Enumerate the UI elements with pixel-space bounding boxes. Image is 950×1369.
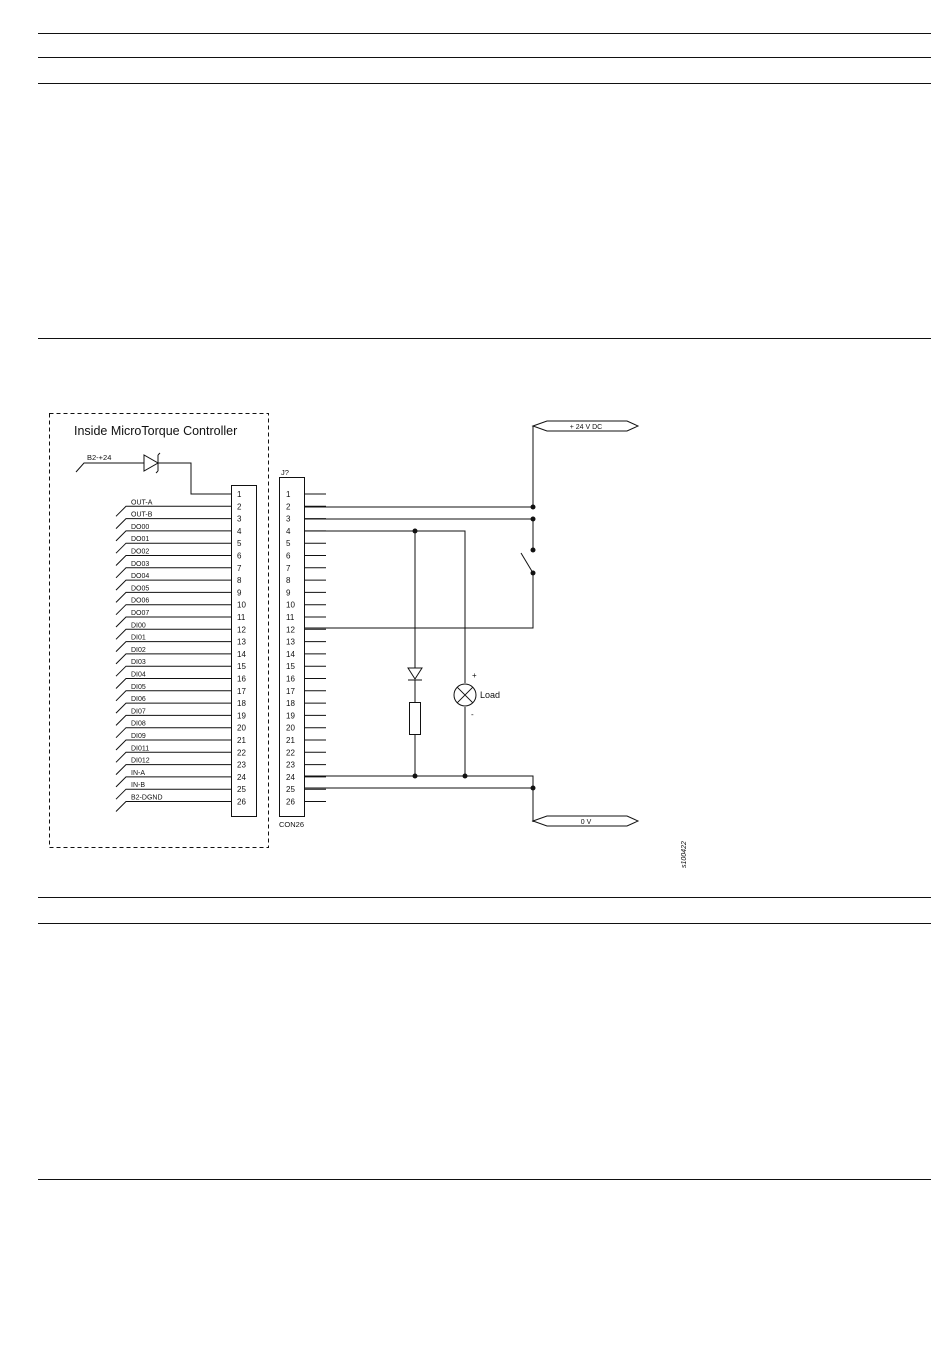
inner-pin-number: 20 — [237, 723, 246, 733]
terminal-pin-number: 8 — [286, 576, 291, 586]
signal-label: DI012 — [131, 757, 150, 765]
switch-to-pin12-wire — [304, 573, 533, 628]
inner-pin-number: 21 — [237, 736, 246, 745]
signal-label: DI06 — [131, 696, 146, 704]
signal-label: DO05 — [131, 585, 150, 593]
junctions — [413, 505, 536, 791]
inner-pin-number: 19 — [237, 711, 246, 721]
supply-24v-label: + 24 V DC — [569, 424, 603, 431]
terminal-pin-number: 4 — [286, 526, 291, 536]
inner-pin-number: 18 — [237, 699, 246, 709]
inner-pin-number: 10 — [237, 600, 246, 610]
inner-pin-number: 24 — [237, 772, 246, 782]
signal-label: DO07 — [131, 610, 150, 617]
signal-label: DI02 — [131, 646, 146, 654]
terminal-pin-number: 13 — [286, 637, 295, 647]
junction-dot — [531, 517, 536, 522]
inner-pin-number: 26 — [237, 797, 246, 807]
controller-box — [50, 414, 269, 848]
terminal-pin-number: 14 — [286, 649, 295, 659]
inner-pin-number: 17 — [237, 686, 246, 696]
signal-label: DO06 — [131, 597, 150, 605]
signal-wire — [116, 802, 231, 812]
junction-dot — [413, 774, 418, 779]
pin3-wire — [304, 519, 533, 550]
signal-label: IN-A — [131, 769, 145, 777]
signal-label: DO04 — [131, 573, 150, 581]
left-signal-labels — [131, 499, 163, 801]
b2-feed-wire — [76, 463, 144, 472]
b2-supply-label: B2-+24 — [87, 453, 112, 462]
load-minus-label: - — [471, 710, 474, 719]
signal-label: DO03 — [131, 560, 150, 568]
terminal-pin-number: 18 — [286, 699, 295, 709]
inner-pin-number: 9 — [237, 588, 242, 598]
terminal-pin-number: 20 — [286, 723, 295, 733]
load-label: Load — [480, 690, 501, 700]
terminal-pin-number: 16 — [286, 674, 295, 684]
pin4-wire — [304, 531, 465, 683]
terminal-pin-stubs — [304, 494, 326, 802]
inner-pin-number: 12 — [237, 625, 246, 635]
junction-dot — [463, 774, 468, 779]
inner-pin-number: 7 — [237, 563, 242, 573]
supply-0v-label: 0 V — [580, 819, 592, 826]
figure-code: s100422 — [681, 841, 688, 868]
inner-pin-number: 5 — [237, 539, 242, 549]
load-lamp-cross — [457, 687, 473, 703]
switch — [521, 553, 533, 573]
junction-dot — [531, 548, 536, 553]
terminal-pin-number: 2 — [286, 502, 291, 512]
terminal-pin-number: 24 — [286, 772, 295, 782]
signal-label: DI01 — [131, 634, 146, 642]
junction-dot — [413, 529, 418, 534]
terminal-pin-number: 25 — [286, 785, 295, 795]
signal-label: DI03 — [131, 659, 146, 667]
signal-label: OUT-B — [131, 511, 153, 519]
inner-pin-number: 3 — [237, 514, 242, 524]
signal-label: DI09 — [131, 733, 146, 740]
supply-24v-wire — [304, 426, 533, 507]
inner-pin-number: 4 — [237, 526, 242, 536]
inner-pin-number: 11 — [237, 613, 246, 622]
signal-label: DO02 — [131, 548, 150, 556]
signal-label: DI00 — [131, 622, 146, 630]
terminal-pin-number: 6 — [286, 551, 291, 561]
junction-dot — [531, 786, 536, 791]
terminal-pin-number: 9 — [286, 588, 291, 598]
signal-label: DI011 — [131, 745, 150, 753]
signal-label: DO01 — [131, 536, 150, 544]
terminal-pin-number: 17 — [286, 686, 295, 696]
inner-pin-number: 2 — [237, 502, 242, 512]
signal-label: OUT-A — [131, 499, 153, 507]
connector-id-label: J? — [281, 468, 289, 477]
terminal-pin-number: 3 — [286, 514, 291, 524]
inner-pin-number: 25 — [237, 785, 246, 795]
signal-label: IN-B — [131, 782, 145, 790]
connector-name-label: CON26 — [279, 820, 305, 829]
terminal-pin-number: 11 — [286, 613, 295, 622]
junction-dot — [531, 505, 536, 510]
terminal-pin-number: 21 — [286, 736, 295, 745]
signal-label: B2-DGND — [131, 794, 163, 802]
signal-label: DI05 — [131, 683, 146, 691]
controller-box-title: Inside MicroTorque Controller — [74, 424, 238, 438]
junction-dot — [531, 571, 536, 576]
terminal-pin-number: 22 — [286, 748, 295, 758]
terminal-pin-labels — [286, 490, 295, 807]
freewheel-diode — [408, 668, 422, 680]
terminal-pin-number: 10 — [286, 600, 295, 610]
ground-bus-wire — [304, 776, 533, 822]
terminal-pin-number: 7 — [286, 563, 291, 573]
inner-pin-number: 13 — [237, 637, 246, 647]
inner-pin-number: 14 — [237, 649, 246, 659]
terminal-pin-number: 26 — [286, 797, 295, 807]
b2-to-pin1-wire — [158, 463, 231, 494]
inner-pin-number: 23 — [237, 760, 246, 770]
terminal-pin-number: 5 — [286, 539, 291, 549]
signal-label: DO00 — [131, 523, 150, 531]
inner-pin-number: 15 — [237, 662, 246, 672]
resistor — [410, 703, 421, 735]
signal-label: DI04 — [131, 671, 146, 679]
signal-label: DI08 — [131, 720, 146, 728]
inner-pin-number: 16 — [237, 674, 246, 684]
terminal-pin-number: 12 — [286, 625, 295, 635]
inner-pin-number: 8 — [237, 576, 242, 586]
inner-pin-number: 22 — [237, 748, 246, 758]
terminal-pin-number: 19 — [286, 711, 295, 721]
inner-pin-number: 1 — [237, 490, 242, 499]
terminal-pin-number: 23 — [286, 760, 295, 770]
inner-pin-labels — [237, 490, 246, 807]
terminal-pin-number: 15 — [286, 662, 295, 672]
load-plus-label: + — [472, 671, 477, 680]
signal-label: DI07 — [131, 708, 146, 716]
inner-pin-number: 6 — [237, 551, 242, 561]
terminal-pin-number: 1 — [286, 490, 291, 499]
b2-feed-diode — [144, 453, 160, 473]
